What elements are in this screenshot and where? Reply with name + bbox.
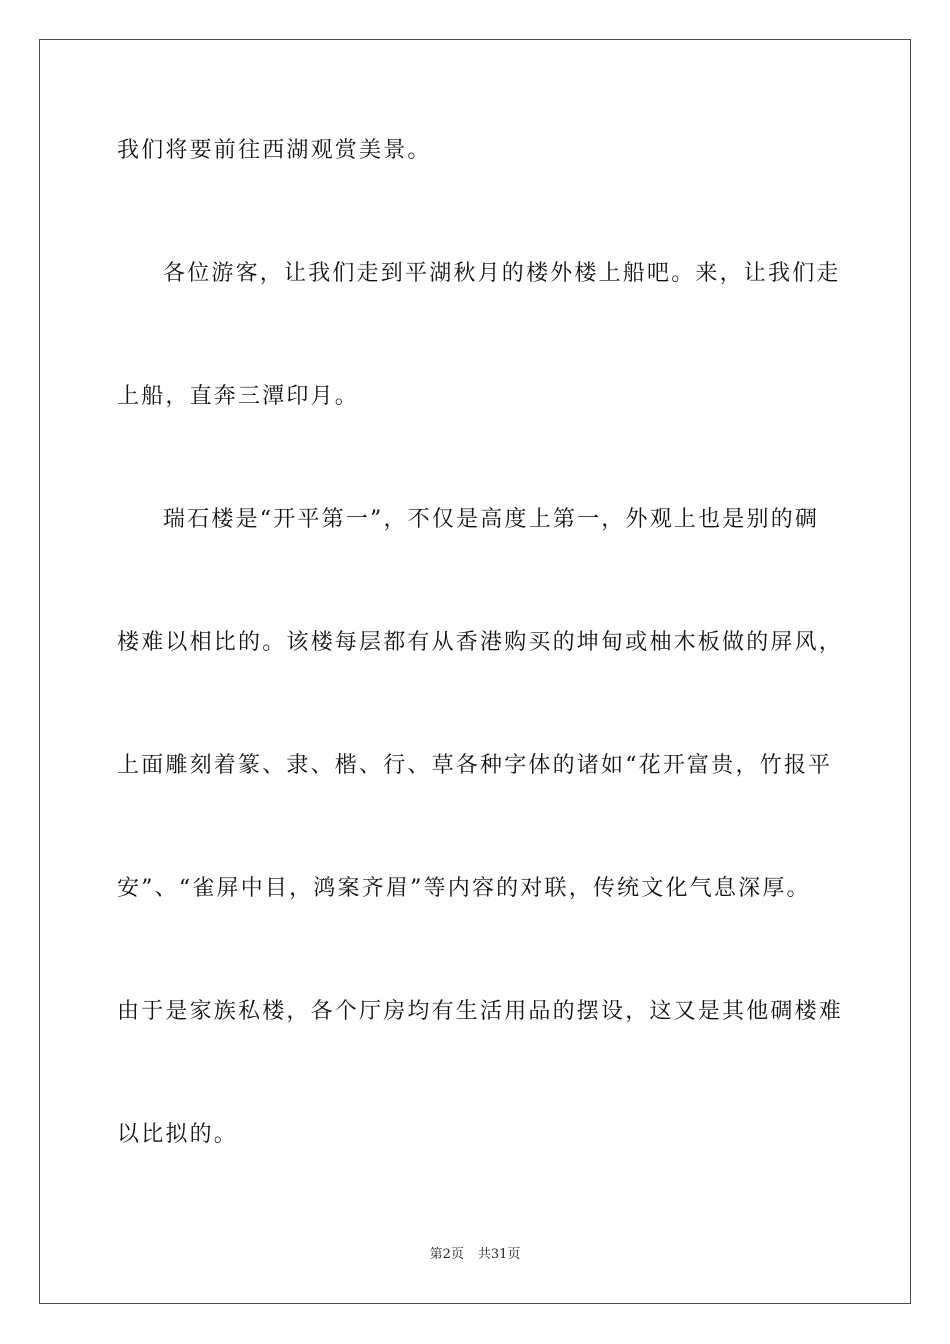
body-text-line: 楼难以相比的。该楼每层都有从香港购买的坤甸或柚木板做的屏风， [117, 630, 844, 655]
paragraph-start-line: 各位游客，让我们走到平湖秋月的楼外楼上船吧。来，让我们走 [163, 261, 841, 286]
total-pages: 共31页 [477, 1247, 521, 1262]
body-text-line: 以比拟的。 [117, 1122, 239, 1147]
page-number: 第2页 [429, 1247, 464, 1262]
body-text-line: 安”、“雀屏中目，鸿案齐眉”等内容的对联，传统文化气息深厚。 [117, 876, 811, 901]
body-text-line: 由于是家族私楼，各个厅房均有生活用品的摆设，这又是其他碉楼难 [117, 999, 844, 1024]
body-text-line: 上船，直奔三潭印月。 [117, 384, 360, 409]
body-text-line: 我们将要前往西湖观赏美景。 [117, 138, 432, 163]
paragraph-start-line: 瑞石楼是“开平第一”，不仅是高度上第一，外观上也是别的碉 [163, 507, 820, 532]
page-border [39, 39, 911, 1304]
page-footer [0, 1246, 950, 1264]
body-text-line: 上面雕刻着篆、隶、楷、行、草各种字体的诸如“花开富贵，竹报平 [117, 753, 833, 778]
